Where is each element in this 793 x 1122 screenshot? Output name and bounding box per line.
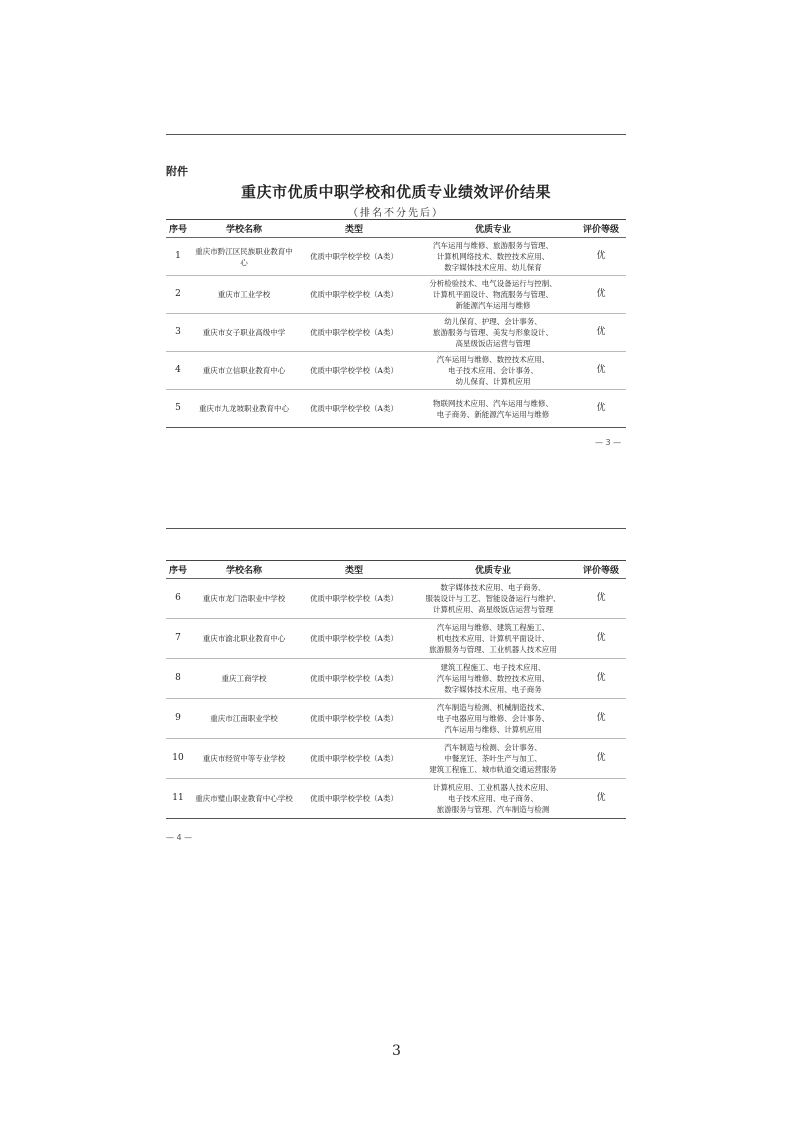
quality-majors [410,619,576,659]
evaluation-grade: 优 [576,238,626,276]
row-index: 3 [166,314,190,352]
page-mark-3: — 3 — [595,438,622,447]
evaluation-grade: 优 [576,699,626,739]
table-row [166,314,626,352]
header-grade: 评价等级 [576,220,626,238]
major-line: 计算机应用、高星级饭店运营与管理 [433,605,553,614]
quality-majors [410,390,576,428]
major-line: 旅游服务与管理、工业机器人技术应用 [429,645,557,654]
school-name: 重庆市黔江区民族职业教育中心 [190,238,298,276]
header-school: 学校名称 [190,220,298,238]
header-index: 序号 [166,220,190,238]
major-line: 新能源汽车运用与维修 [455,301,531,310]
school-type: 优质中职学校学校（A类） [298,276,410,314]
table-row [166,390,626,428]
school-name: 重庆市九龙坡职业教育中心 [190,390,298,428]
school-type: 优质中职学校学校（A类） [298,699,410,739]
major-line: 高星级饭店运营与管理 [455,339,531,348]
major-line: 数字媒体技术应用、电子商务、 [440,583,546,592]
results-table-page1 [166,219,626,428]
school-type: 优质中职学校学校（A类） [298,314,410,352]
top-rule-page1 [166,134,626,135]
major-line: 旅游服务与管理、汽车制造与检测 [436,805,550,814]
major-line: 汽车运用与维修、旅游服务与管理、 [433,241,553,250]
table-row [166,352,626,390]
major-line: 汽车运用与维修、计算机应用 [444,725,542,734]
school-name: 重庆市立信职业教育中心 [190,352,298,390]
results-table-page2 [166,560,626,819]
quality-majors [410,739,576,779]
row-index: 1 [166,238,190,276]
major-line: 电子电器应用与维修、会计事务、 [436,714,550,723]
row-index: 6 [166,579,190,619]
table-header-row [166,220,626,238]
major-line: 数字媒体技术应用、电子商务 [444,685,542,694]
school-name: 重庆工商学校 [190,659,298,699]
row-index: 5 [166,390,190,428]
document-title: 重庆市优质中职学校和优质专业绩效评价结果 [240,183,551,201]
header-majors: 优质专业 [410,220,576,238]
major-line: 汽车运用与维修、数控技术应用、 [436,674,550,683]
header-index: 序号 [166,561,190,579]
quality-majors [410,579,576,619]
header-type: 类型 [298,220,410,238]
evaluation-grade: 优 [576,739,626,779]
evaluation-grade: 优 [576,659,626,699]
major-line: 汽车运用与维修、建筑工程施工、 [436,623,550,632]
quality-majors [410,238,576,276]
major-line: 幼儿保育、护理、会计事务、 [444,317,542,326]
table-row [166,659,626,699]
evaluation-grade: 优 [576,619,626,659]
school-name: 重庆市璧山职业教育中心学校 [190,779,298,819]
table-row [166,238,626,276]
major-line: 机电技术应用、计算机平面设计、 [436,634,550,643]
school-name: 重庆市渝北职业教育中心 [190,619,298,659]
quality-majors [410,314,576,352]
table-row [166,579,626,619]
top-rule-page2 [166,528,626,529]
school-type: 优质中职学校学校（A类） [298,779,410,819]
header-type: 类型 [298,561,410,579]
school-type: 优质中职学校学校（A类） [298,352,410,390]
evaluation-grade: 优 [576,276,626,314]
major-line: 电子技术应用、电子商务、 [448,794,538,803]
major-line: 汽车制造与检测、会计事务、 [444,743,542,752]
quality-majors [410,699,576,739]
major-line: 计算机应用、工业机器人技术应用、 [433,783,553,792]
evaluation-grade: 优 [576,779,626,819]
table-row [166,779,626,819]
attachment-label: 附件 [166,165,188,178]
quality-majors [410,276,576,314]
evaluation-grade: 优 [576,314,626,352]
table-row [166,739,626,779]
table-row [166,619,626,659]
major-line: 电子技术应用、会计事务、 [448,366,538,375]
table-header-row [166,561,626,579]
major-line: 幼儿保育、计算机应用 [455,377,531,386]
school-name: 重庆市江南职业学校 [190,699,298,739]
table-row [166,276,626,314]
row-index: 9 [166,699,190,739]
school-name: 重庆市经贸中等专业学校 [190,739,298,779]
header-school: 学校名称 [190,561,298,579]
major-line: 旅游服务与管理、美发与形象设计、 [433,328,553,337]
major-line: 汽车运用与维修、数控技术应用、 [436,355,550,364]
row-index: 8 [166,659,190,699]
major-line: 服装设计与工艺、智能设备运行与维护、 [425,594,561,603]
quality-majors [410,779,576,819]
school-name: 重庆市龙门浩职业中学校 [190,579,298,619]
major-line: 建筑工程施工、电子技术应用、 [440,663,546,672]
quality-majors [410,659,576,699]
row-index: 11 [166,779,190,819]
evaluation-grade: 优 [576,390,626,428]
header-grade: 评价等级 [576,561,626,579]
major-line: 计算机网络技术、数控技术应用、 [436,252,550,261]
major-line: 计算机平面设计、物流服务与管理、 [433,290,553,299]
major-line: 数字媒体技术应用、幼儿保育 [444,263,542,272]
school-type: 优质中职学校学校（A类） [298,659,410,699]
evaluation-grade: 优 [576,352,626,390]
row-index: 2 [166,276,190,314]
major-line: 分析检验技术、电气设备运行与控制、 [429,279,557,288]
quality-majors [410,352,576,390]
school-type: 优质中职学校学校（A类） [298,238,410,276]
row-index: 10 [166,739,190,779]
school-name: 重庆市女子职业高级中学 [190,314,298,352]
row-index: 7 [166,619,190,659]
school-name: 重庆市工业学校 [190,276,298,314]
header-majors: 优质专业 [410,561,576,579]
row-index: 4 [166,352,190,390]
school-type: 优质中职学校学校（A类） [298,579,410,619]
page-number: 3 [392,1043,401,1059]
evaluation-grade: 优 [576,579,626,619]
major-line: 建筑工程施工、城市轨道交通运营服务 [429,765,557,774]
major-line: 中餐烹饪、茶叶生产与加工、 [444,754,542,763]
table-row [166,699,626,739]
school-type: 优质中职学校学校（A类） [298,619,410,659]
document-subtitle: （排名不分先后） [348,208,444,219]
major-line: 物联网技术应用、汽车运用与维修、 [433,398,553,408]
school-type: 优质中职学校学校（A类） [298,739,410,779]
major-line: 汽车制造与检测、机械制造技术、 [436,703,550,712]
major-line: 电子商务、新能源汽车运用与维修 [436,409,550,419]
page-mark-4: — 4 — [166,833,193,842]
school-type: 优质中职学校学校（A类） [298,390,410,428]
